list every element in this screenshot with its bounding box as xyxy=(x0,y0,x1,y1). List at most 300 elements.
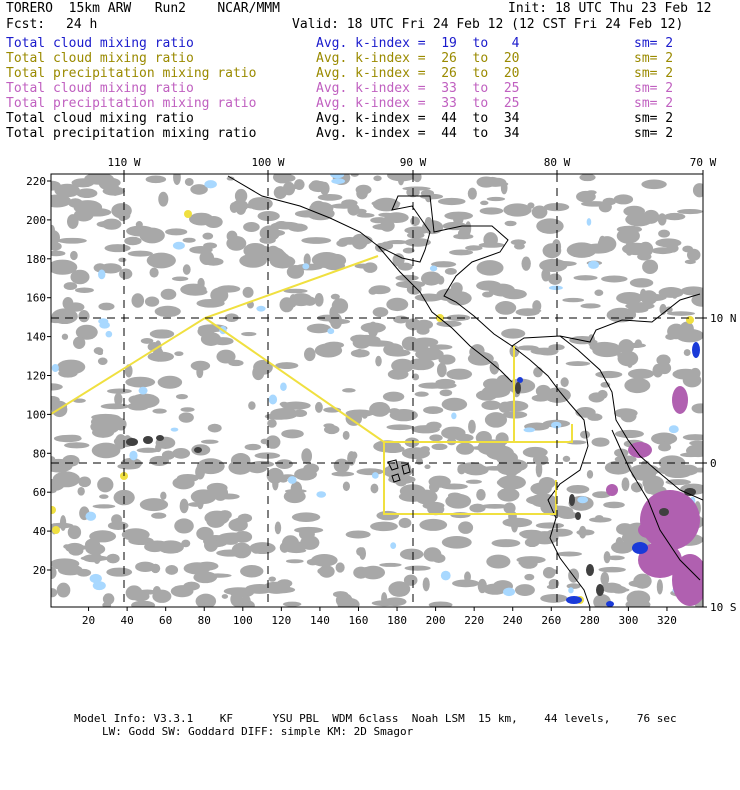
x-tick-label: 220 xyxy=(464,614,485,627)
cloud-patch xyxy=(457,464,466,474)
cloud-patch xyxy=(429,434,442,441)
cloud-patch xyxy=(416,326,429,335)
cloud-patch xyxy=(230,202,239,213)
legend-kindex: Avg. k-index = 26 to 20 xyxy=(316,51,520,66)
model-info-line1: Model Info: V3.3.1 KF YSU PBL WDM 6class Noah LSM 15 km, 44 levels, 76 sec xyxy=(74,712,677,725)
lon-label: 90 W xyxy=(399,156,427,169)
cloud-patch xyxy=(304,347,316,361)
cloud-patch xyxy=(580,431,590,439)
cloud-patch xyxy=(579,174,595,181)
cloud-patch xyxy=(180,284,206,296)
cloud-patch xyxy=(290,293,313,306)
cloud-patch xyxy=(511,239,526,245)
cloud-patch xyxy=(276,459,293,469)
cloud-patch xyxy=(208,424,222,433)
cloud-patch xyxy=(202,233,213,240)
cloud-patch xyxy=(616,292,643,304)
cloud-patch xyxy=(503,203,531,216)
cloud-patch xyxy=(111,183,119,196)
cloud-patch xyxy=(357,213,375,218)
legend-sm: sm= 2 xyxy=(634,81,674,96)
cloud-patch xyxy=(78,476,91,487)
cloud-patch xyxy=(616,523,634,535)
legend-kindex: Avg. k-index = 44 to 34 xyxy=(316,111,520,126)
cloud-patch xyxy=(587,470,593,479)
cloud-patch xyxy=(347,204,359,216)
cloud-patch xyxy=(203,258,223,266)
cloud-patch xyxy=(479,242,505,247)
light-blue-patch xyxy=(316,491,326,497)
cloud-patch xyxy=(465,245,482,250)
legend-sm: sm= 2 xyxy=(634,111,674,126)
cloud-patch xyxy=(268,577,276,582)
cloud-patch xyxy=(180,499,189,514)
light-blue-patch xyxy=(302,263,309,269)
cloud-patch xyxy=(155,443,161,452)
cloud-patch xyxy=(251,544,262,554)
cloud-patch xyxy=(201,440,219,444)
cloud-patch xyxy=(216,350,235,364)
cloud-patch xyxy=(240,565,263,578)
convective-cell xyxy=(143,436,153,444)
legend-sm: sm= 2 xyxy=(634,36,674,51)
x-tick-label: 140 xyxy=(309,614,330,627)
light-blue-patch xyxy=(441,571,451,581)
convective-cell xyxy=(569,494,575,506)
cloud-patch xyxy=(228,460,251,475)
cloud-patch xyxy=(633,574,651,589)
cloud-patch xyxy=(635,339,642,347)
cloud-patch xyxy=(496,432,509,445)
cloud-patch xyxy=(165,228,187,235)
x-tick-label: 60 xyxy=(159,614,173,627)
cloud-patch xyxy=(274,186,287,199)
cloud-patch xyxy=(692,403,709,413)
x-tick-label: 160 xyxy=(348,614,369,627)
light-blue-patch xyxy=(390,542,396,549)
cloud-patch xyxy=(346,530,371,538)
cloud-patch xyxy=(595,515,603,520)
y-tick-label: 200 xyxy=(26,213,46,227)
cloud-patch xyxy=(599,201,612,212)
cloud-patch xyxy=(423,406,443,414)
cloud-patch xyxy=(281,429,304,438)
cloud-patch xyxy=(442,398,468,411)
light-blue-patch xyxy=(588,261,599,269)
cloud-patch xyxy=(57,583,71,598)
x-tick-label: 240 xyxy=(502,614,523,627)
cloud-patch xyxy=(294,179,305,190)
cloud-patch xyxy=(373,307,389,317)
cloud-patch xyxy=(146,176,166,184)
cloud-patch xyxy=(92,427,114,438)
model-title: TORERO 15km ARW Run2 NCAR/MMM xyxy=(6,1,280,16)
cloud-patch xyxy=(48,588,58,597)
cloud-patch xyxy=(272,477,278,490)
lon-label: 100 W xyxy=(251,156,285,169)
cloud-patch xyxy=(497,488,519,502)
magenta-patch xyxy=(638,522,658,538)
cloud-patch xyxy=(686,444,710,457)
cloud-patch xyxy=(292,512,320,522)
cloud-patch xyxy=(614,194,633,204)
cloud-patch xyxy=(449,249,473,255)
cloud-patch xyxy=(370,285,391,294)
cloud-patch xyxy=(664,469,691,478)
cloud-patch xyxy=(183,238,196,243)
cloud-patch xyxy=(60,515,66,531)
cloud-patch xyxy=(404,226,430,234)
yellow-patch xyxy=(686,316,694,324)
cloud-patch xyxy=(683,434,708,440)
cloud-patch xyxy=(197,325,214,337)
cloud-patch xyxy=(91,417,109,428)
cloud-patch xyxy=(84,173,114,185)
cloud-patch xyxy=(393,316,409,324)
cloud-patch xyxy=(315,343,342,357)
magenta-patch xyxy=(672,386,688,414)
cloud-patch xyxy=(546,506,574,517)
magenta-patch xyxy=(640,490,700,550)
cloud-patch xyxy=(684,349,691,356)
cloud-patch xyxy=(598,567,625,573)
lon-label: 70 W xyxy=(689,156,717,169)
lat-label: 10 S xyxy=(710,601,737,614)
cloud-patch xyxy=(442,536,472,549)
cloud-patch xyxy=(480,207,504,214)
y-tick-label: 40 xyxy=(32,525,46,539)
cloud-patch xyxy=(213,485,228,501)
cloud-patch xyxy=(398,263,413,271)
cloud-patch xyxy=(391,359,414,373)
cloud-patch xyxy=(241,332,256,336)
cloud-patch xyxy=(182,449,189,455)
light-blue-patch xyxy=(549,286,563,290)
cloud-patch xyxy=(386,424,413,430)
cloud-patch xyxy=(181,540,190,548)
cloud-patch xyxy=(580,303,600,308)
yellow-patch xyxy=(48,506,56,514)
cloud-patch xyxy=(131,601,155,610)
cloud-patch xyxy=(390,409,418,421)
cloud-patch xyxy=(54,435,82,442)
cloud-patch xyxy=(126,226,155,237)
cloud-patch xyxy=(351,452,357,460)
cloud-patch xyxy=(402,336,419,350)
cloud-patch xyxy=(288,224,308,232)
cloud-patch xyxy=(455,434,474,442)
cloud-patch xyxy=(458,228,470,239)
cloud-patch xyxy=(263,582,291,594)
cloud-patch xyxy=(625,241,633,255)
y-tick-label: 60 xyxy=(32,486,46,500)
cloud-patch xyxy=(370,522,398,531)
cloud-patch xyxy=(47,230,60,245)
legend-sm: sm= 2 xyxy=(634,96,674,111)
cloud-patch xyxy=(630,464,659,476)
y-tick-label: 120 xyxy=(26,369,46,383)
cloud-patch xyxy=(361,566,385,580)
x-tick-label: 180 xyxy=(387,614,407,627)
cloud-patch xyxy=(336,562,345,572)
cloud-patch xyxy=(499,402,512,413)
cloud-patch xyxy=(453,213,463,225)
y-tick-label: 180 xyxy=(26,252,46,266)
cloud-patch xyxy=(280,402,289,407)
cloud-patch xyxy=(466,480,482,484)
legend-kindex: Avg. k-index = 33 to 25 xyxy=(316,81,520,96)
cloud-patch xyxy=(486,555,510,569)
cloud-patch xyxy=(331,472,354,477)
cloud-patch xyxy=(413,172,422,182)
light-blue-patch xyxy=(52,364,59,372)
cloud-patch xyxy=(690,368,701,379)
cloud-patch xyxy=(75,287,94,293)
cloud-patch xyxy=(362,411,368,419)
cloud-patch xyxy=(524,574,534,581)
cloud-patch xyxy=(68,198,83,207)
cloud-patch xyxy=(492,539,521,547)
cloud-patch xyxy=(336,593,353,608)
cloud-patch xyxy=(618,351,639,366)
lat-label: 10 N xyxy=(710,312,737,325)
cloud-patch xyxy=(301,448,312,464)
cloud-patch xyxy=(641,180,666,190)
light-blue-patch xyxy=(171,428,179,432)
cloud-patch xyxy=(628,369,654,379)
x-tick-label: 80 xyxy=(197,614,211,627)
cloud-patch xyxy=(445,268,457,275)
cloud-patch xyxy=(83,208,111,216)
cloud-patch xyxy=(343,431,350,440)
cloud-patch xyxy=(68,546,83,555)
cloud-patch xyxy=(622,477,630,491)
cloud-patch xyxy=(196,594,217,609)
light-blue-patch xyxy=(577,496,588,503)
cloud-patch xyxy=(189,213,214,226)
cloud-patch xyxy=(93,504,116,508)
legend-field: Total precipitation mixing ratio xyxy=(6,126,257,141)
forecast-label: Fcst: xyxy=(6,17,46,32)
cloud-patch xyxy=(149,268,158,278)
cloud-patch xyxy=(183,582,200,591)
cloud-patch xyxy=(269,250,287,262)
cloud-patch xyxy=(437,276,444,285)
cloud-patch xyxy=(356,188,368,200)
cloud-patch xyxy=(533,367,543,378)
cloud-patch xyxy=(255,452,280,458)
cloud-patch xyxy=(384,597,407,606)
cloud-patch xyxy=(152,409,166,414)
cloud-patch xyxy=(576,191,596,203)
cloud-patch xyxy=(68,525,81,539)
cloud-patch xyxy=(481,400,501,410)
cloud-patch xyxy=(446,369,472,380)
cloud-patch xyxy=(432,554,445,563)
model-info-line2: LW: Godd SW: Goddard DIFF: simple KM: 2D Smagor xyxy=(102,725,414,738)
light-blue-patch xyxy=(568,587,573,593)
cloud-patch xyxy=(410,216,420,226)
cloud-patch xyxy=(210,287,228,302)
cloud-patch xyxy=(437,363,447,378)
cloud-patch xyxy=(378,213,394,217)
lat-label: 0 xyxy=(710,457,717,470)
cloud-patch xyxy=(621,343,646,348)
convective-cell xyxy=(194,447,202,453)
cloud-patch xyxy=(381,592,387,605)
cloud-patch xyxy=(657,579,663,594)
cloud-patch xyxy=(309,202,333,215)
legend-sm: sm= 2 xyxy=(634,66,674,81)
cloud-patch xyxy=(664,213,685,220)
cloud-patch xyxy=(682,246,693,253)
cloud-patch xyxy=(115,434,127,449)
cloud-patch xyxy=(370,217,387,223)
cloud-patch xyxy=(128,251,153,257)
legend-field: Total cloud mixing ratio xyxy=(6,81,194,96)
cloud-patch xyxy=(505,221,517,226)
cloud-patch xyxy=(601,276,627,283)
cloud-patch xyxy=(594,290,603,296)
cloud-patch xyxy=(521,257,530,271)
y-tick-label: 160 xyxy=(26,291,46,305)
cloud-patch xyxy=(179,412,194,422)
light-blue-patch xyxy=(523,427,535,432)
valid-time: Valid: 18 UTC Fri 24 Feb 12 (12 CST Fri 24 Feb 12) xyxy=(292,17,684,32)
cloud-patch xyxy=(141,399,148,407)
cloud-patch xyxy=(430,344,453,349)
cloud-patch xyxy=(478,579,487,593)
cloud-patch xyxy=(385,349,410,356)
cloud-patch xyxy=(470,446,499,450)
cloud-patch xyxy=(147,541,168,548)
cloud-patch xyxy=(575,407,595,418)
cloud-patch xyxy=(415,294,443,302)
x-tick-label: 120 xyxy=(271,614,292,627)
cloud-patch xyxy=(637,253,651,261)
cloud-patch xyxy=(468,188,477,200)
cloud-patch xyxy=(540,594,567,603)
light-blue-patch xyxy=(451,413,456,420)
blue-patch xyxy=(632,542,648,554)
yellow-patch xyxy=(184,210,192,218)
cloud-patch xyxy=(615,430,644,438)
cloud-patch xyxy=(659,287,684,298)
cloud-patch xyxy=(430,382,456,389)
cloud-patch xyxy=(67,302,85,311)
x-tick-label: 280 xyxy=(579,614,600,627)
light-blue-patch xyxy=(288,476,297,484)
cloud-patch xyxy=(402,447,430,459)
cloud-patch xyxy=(563,456,571,462)
cloud-patch xyxy=(532,300,541,312)
convective-cell xyxy=(126,438,138,446)
cloud-patch xyxy=(204,538,218,552)
cloud-patch xyxy=(173,170,181,185)
convective-cell xyxy=(659,508,669,516)
cloud-patch xyxy=(343,481,350,491)
cloud-patch xyxy=(176,394,188,399)
cloud-patch xyxy=(309,181,329,192)
light-blue-patch xyxy=(503,588,515,596)
cloud-patch xyxy=(383,392,404,402)
cloud-patch xyxy=(98,358,108,365)
cloud-patch xyxy=(477,260,504,275)
cloud-patch xyxy=(515,584,535,596)
cloud-patch xyxy=(476,281,501,291)
cloud-patch xyxy=(162,450,175,459)
cloud-patch xyxy=(584,244,613,254)
cloud-patch xyxy=(356,468,383,475)
cloud-patch xyxy=(424,465,430,469)
cloud-patch xyxy=(405,566,431,571)
cloud-patch xyxy=(487,197,505,201)
light-blue-patch xyxy=(204,180,217,188)
legend-sm: sm= 2 xyxy=(634,126,674,141)
cloud-patch xyxy=(526,496,551,505)
cloud-patch xyxy=(261,439,269,445)
cloud-patch xyxy=(307,559,319,566)
cloud-patch xyxy=(105,244,131,252)
cloud-patch xyxy=(617,228,640,244)
light-blue-patch xyxy=(280,383,287,391)
cloud-patch xyxy=(73,337,85,349)
cloud-patch xyxy=(502,518,532,528)
cloud-patch xyxy=(379,563,401,567)
cloud-patch xyxy=(117,206,127,221)
cloud-patch xyxy=(62,334,68,340)
cloud-patch xyxy=(294,527,323,533)
cloud-patch xyxy=(132,591,150,601)
cloud-patch xyxy=(630,278,653,287)
y-tick-label: 100 xyxy=(26,408,46,422)
y-tick-label: 140 xyxy=(26,330,46,344)
cloud-patch xyxy=(94,347,104,354)
cloud-patch xyxy=(640,290,657,304)
cloud-patch xyxy=(303,464,319,474)
forecast-hours: 24 h xyxy=(66,17,98,32)
light-blue-patch xyxy=(551,422,561,429)
cloud-patch xyxy=(601,583,622,593)
cloud-patch xyxy=(145,297,159,307)
cloud-patch xyxy=(536,385,551,397)
convective-cell xyxy=(586,564,594,576)
cloud-patch xyxy=(614,408,638,418)
cloud-patch xyxy=(239,254,267,268)
cloud-patch xyxy=(155,306,181,317)
cloud-patch xyxy=(658,230,670,238)
cloud-patch xyxy=(567,485,590,494)
light-blue-patch xyxy=(256,306,265,312)
light-blue-patch xyxy=(99,321,110,328)
cloud-patch xyxy=(545,225,561,230)
cloud-patch xyxy=(415,392,429,397)
light-blue-patch xyxy=(327,328,334,334)
cloud-patch xyxy=(400,549,424,560)
cloud-patch xyxy=(222,594,228,599)
cloud-patch xyxy=(140,498,168,511)
light-blue-patch xyxy=(330,171,344,178)
cloud-patch xyxy=(452,580,479,588)
cloud-patch xyxy=(226,236,246,251)
cloud-patch xyxy=(574,275,598,280)
cloud-patch xyxy=(352,335,381,345)
cloud-patch xyxy=(664,437,672,445)
cloud-patch xyxy=(476,489,485,501)
cloud-patch xyxy=(301,237,331,244)
cloud-patch xyxy=(315,402,323,413)
cloud-patch xyxy=(415,348,444,361)
